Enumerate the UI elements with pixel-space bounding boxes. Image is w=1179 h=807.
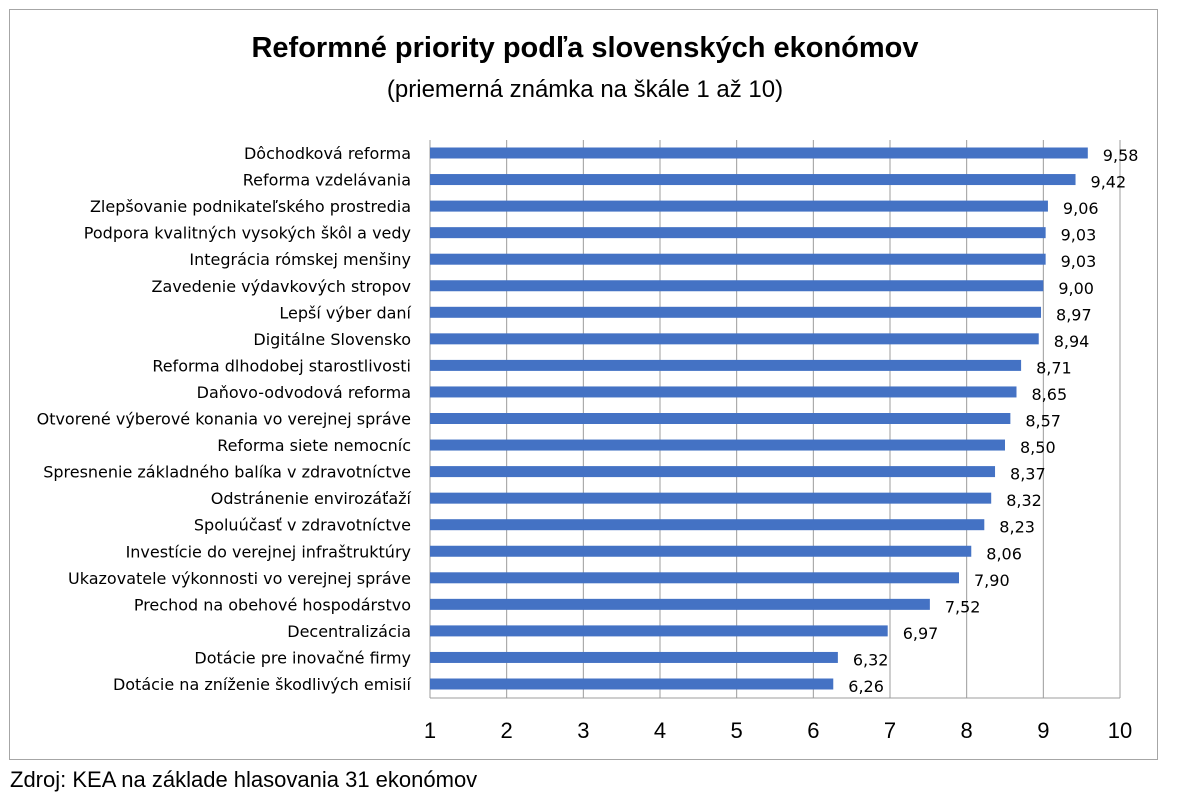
bar	[430, 174, 1076, 185]
bar	[430, 148, 1088, 159]
category-label: Spresnenie základného balíka v zdravotníctve	[43, 462, 411, 482]
category-label: Dotácie na zníženie škodlivých emisií	[112, 675, 411, 694]
data-label: 8,97	[1056, 305, 1092, 325]
category-label: Otvorené výberové konania vo verejnej správe	[36, 409, 411, 429]
category-label: Lepší výber daní	[279, 303, 411, 323]
bar	[430, 227, 1046, 238]
data-label: 9,06	[1062, 199, 1099, 219]
data-label: 8,23	[999, 517, 1035, 537]
bar	[430, 599, 930, 610]
data-label: 8,06	[986, 544, 1022, 564]
data-label: 9,03	[1060, 252, 1097, 272]
category-label: Dôchodková reforma	[243, 144, 411, 163]
data-label: 9,42	[1090, 172, 1127, 192]
category-label: Zlepšovanie podnikateľského prostredia	[89, 197, 411, 217]
x-tick-label: 7	[883, 718, 897, 743]
bar	[430, 413, 1010, 424]
category-label: Investície do verejnej infraštruktúry	[125, 542, 411, 562]
x-tick-label: 5	[730, 718, 743, 743]
x-tick-label: 9	[1037, 718, 1050, 743]
x-tick-label: 10	[1107, 718, 1133, 743]
data-label: 8,32	[1006, 491, 1042, 511]
data-label: 9,03	[1060, 225, 1097, 245]
category-label: Reforma vzdelávania	[242, 170, 411, 190]
bar	[430, 440, 1005, 451]
category-label: Spoluúčasť v zdravotníctve	[193, 515, 411, 535]
x-tick-label: 2	[500, 718, 513, 743]
data-label: 8,71	[1036, 358, 1072, 378]
data-label: 9,00	[1058, 278, 1094, 298]
category-label: Digitálne Slovensko	[253, 329, 411, 349]
data-label: 8,50	[1020, 438, 1056, 458]
data-label: 8,57	[1025, 411, 1061, 431]
bar	[430, 307, 1041, 318]
category-label: Ukazovatele výkonnosti vo verejnej správe	[68, 568, 411, 588]
category-label: Odstránenie envirozáťaží	[210, 489, 411, 509]
data-label: 8,37	[1010, 464, 1046, 484]
x-tick-label: 1	[423, 718, 437, 743]
chart-title: Reformné priority podľa slovenských ekonómov	[251, 32, 919, 64]
category-label: Dotácie pre inovačné firmy	[194, 648, 411, 668]
bar	[430, 519, 984, 530]
category-label: Zavedenie výdavkových stropov	[151, 276, 411, 296]
x-axis-ticks	[424, 718, 1132, 743]
bar	[430, 360, 1021, 371]
source-note: Zdroj: KEA na základe hlasovania 31 ekonómov	[10, 767, 478, 792]
data-label: 6,32	[852, 650, 889, 670]
category-label: Reforma siete nemocníc	[217, 436, 411, 456]
category-label: Podpora kvalitných vysokých škôl a vedy	[83, 223, 411, 243]
bar	[430, 625, 888, 636]
data-label: 7,90	[974, 570, 1010, 590]
bars	[430, 148, 1088, 690]
data-label: 6,26	[848, 677, 884, 696]
bar	[430, 386, 1017, 397]
bar	[430, 254, 1046, 265]
category-labels	[37, 144, 412, 694]
category-label: Decentralizácia	[287, 621, 411, 641]
bar	[430, 333, 1039, 344]
bar	[430, 493, 991, 504]
bar	[430, 466, 995, 477]
bar	[430, 546, 971, 557]
category-label: Prechod na obehové hospodárstvo	[133, 595, 411, 615]
bar	[430, 201, 1048, 212]
data-label: 8,65	[1031, 384, 1068, 404]
bar	[430, 572, 959, 583]
chart-subtitle: (priemerná známka na škále 1 až 10)	[386, 76, 784, 103]
category-label: Daňovo-odvodová reforma	[196, 382, 411, 402]
data-label: 9,58	[1102, 146, 1139, 165]
category-label: Integrácia rómskej menšiny	[189, 250, 411, 270]
bar	[430, 280, 1043, 291]
x-tick-label: 3	[577, 718, 590, 743]
category-label: Reforma dlhodobej starostlivosti	[152, 356, 411, 376]
bar	[430, 652, 838, 663]
bar	[430, 679, 833, 690]
data-label: 6,97	[902, 623, 939, 643]
x-tick-label: 4	[653, 718, 667, 743]
x-tick-label: 8	[960, 718, 973, 743]
x-tick-label: 6	[807, 718, 820, 743]
data-label: 7,52	[944, 597, 981, 617]
data-label: 8,94	[1053, 331, 1090, 351]
